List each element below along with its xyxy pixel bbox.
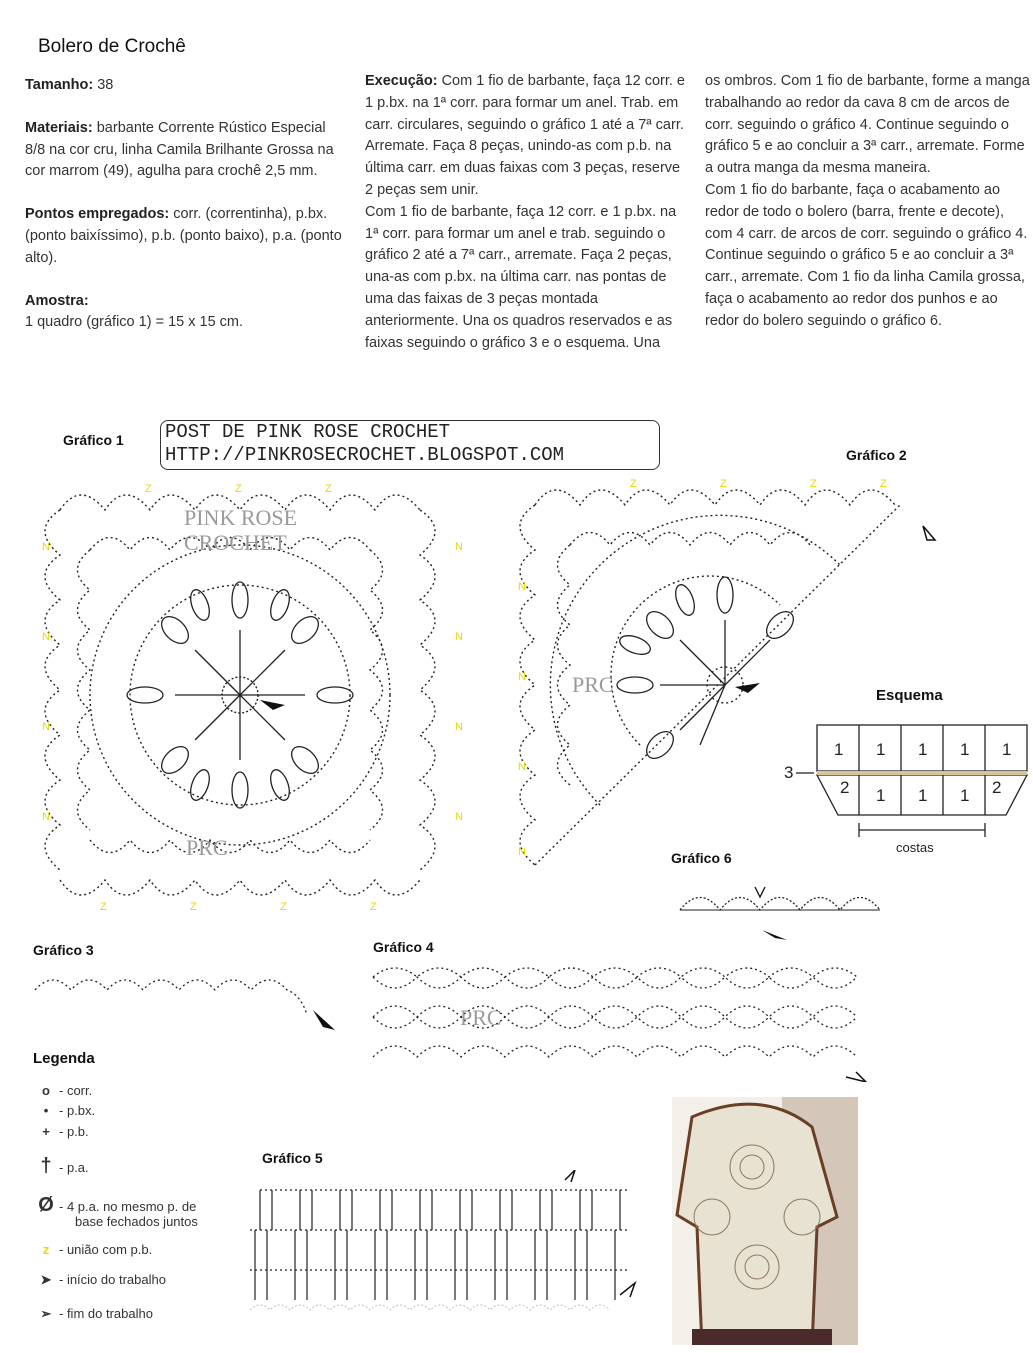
finishing-paragraph-1: os ombros. Com 1 fio de barbante, forme a manga trabalhando ao redor da cava 8 cm de arcos de corr. seguindo o gráfico 4. Continue seguindo o gráfico 5 e ao concluir a 3ª carr., arremate. Forme a outra manga da mesma maneira. xyxy=(705,73,1030,177)
svg-text:Z: Z xyxy=(235,483,242,495)
assembly-scheme xyxy=(780,715,1030,860)
chart4-start-arrow-icon xyxy=(846,1072,866,1082)
chart4-arc-mesh xyxy=(368,962,878,1082)
svg-text:Z: Z xyxy=(880,478,887,490)
svg-text:Z: Z xyxy=(190,901,197,913)
legend-item-double-crochet xyxy=(33,1155,89,1178)
legend-item-chain xyxy=(33,1083,92,1098)
scheme-cell: 1 xyxy=(876,786,886,805)
materials-column xyxy=(25,75,345,355)
chart3-chain xyxy=(35,980,307,1015)
scheme-back-label: costas xyxy=(896,840,934,855)
svg-text:Z: Z xyxy=(145,483,152,495)
scheme-cell: 2 xyxy=(992,778,1002,797)
svg-text:Z: Z xyxy=(280,901,287,913)
materials-paragraph xyxy=(25,118,345,183)
double-crochet-icon: † xyxy=(40,1155,52,1177)
single-crochet-icon: + xyxy=(42,1124,50,1139)
svg-text:Z: Z xyxy=(630,478,637,490)
materials-text: barbante Corrente Rústico Especial 8/8 na cor cru, linha Camila Brilhante Grossa na cor marrom (49), agulha para crochê 2,5 mm. xyxy=(25,119,334,180)
legend-item-text: - p.a. xyxy=(59,1160,89,1175)
chart1-heading: Gráfico 1 xyxy=(63,432,124,448)
chart5-end-arrow-icon xyxy=(565,1170,575,1182)
svg-text:Z: Z xyxy=(810,478,817,490)
svg-text:N: N xyxy=(42,631,50,643)
chart6-start-arrow-icon xyxy=(762,930,787,940)
watermark-pink-rose: PINK ROSE xyxy=(184,505,298,530)
chart2-heading: Gráfico 2 xyxy=(846,447,907,463)
legend-item-text: - p.bx. xyxy=(59,1103,96,1118)
chart4-heading: Gráfico 4 xyxy=(373,939,434,955)
stitches-text: corr. (correntinha), p.bx. (ponto baixíssimo), p.b. (ponto baixo), p.a. (ponto alto). xyxy=(25,206,342,266)
chart4-rows xyxy=(373,968,857,1057)
legend-item-single-crochet xyxy=(33,1124,89,1139)
watermark-prc-chart1: PRC xyxy=(186,835,228,860)
slip-stitch-icon: • xyxy=(43,1103,49,1118)
chart3-start-arrow-icon xyxy=(313,1010,335,1030)
gauge-text: 1 quadro (gráfico 1) = 15 x 15 cm. xyxy=(25,314,244,331)
svg-text:N: N xyxy=(42,811,50,823)
scheme-join-label: 3 xyxy=(784,763,794,782)
legend-item-end xyxy=(33,1306,153,1322)
chart2-cluster-ovals xyxy=(617,577,798,763)
materials-label: Materiais: xyxy=(25,119,93,136)
chart3-joining-row xyxy=(30,965,340,1040)
svg-text:N: N xyxy=(455,631,463,643)
finishing-column xyxy=(705,71,1030,333)
legend-item-slip-stitch xyxy=(33,1103,95,1118)
execution-paragraph-2: Com 1 fio de barbante, faça 12 corr. e 1 p.bx. na 1ª corr. para formar um anel e trab. seguindo o gráfico 2 até a 7ª carr., arremate. Faça 2 peças, una-as com p.bx. na última carr. nas pontas de uma das faixas de 3 peças montada anteriormente. Una os quadros reservados e as faixas seguindo o gráfico 3 e o esquema. Una xyxy=(365,203,677,351)
scheme-cell: 1 xyxy=(918,786,928,805)
scheme-cell: 1 xyxy=(960,786,970,805)
svg-text:Z: Z xyxy=(720,478,727,490)
chart5-edging-rows xyxy=(240,1170,640,1330)
scheme-cell: 1 xyxy=(918,740,928,759)
post-credit-line: POST DE PINK ROSE CROCHET xyxy=(165,421,451,443)
legend-item-text: base fechados juntos xyxy=(75,1214,198,1229)
bolero-photo xyxy=(672,1097,858,1345)
post-credit-url[interactable]: HTTP://PINKROSECROCHET.BLOGSPOT.COM xyxy=(165,444,565,466)
scheme-join-band xyxy=(817,771,1027,775)
chain-stitch-icon: o xyxy=(42,1083,50,1098)
watermark-prc-chart2: PRC xyxy=(572,672,614,697)
svg-text:Z: Z xyxy=(325,483,332,495)
legend-title: Legenda xyxy=(33,1050,95,1067)
legend-item-text: - fim do trabalho xyxy=(59,1306,153,1321)
start-arrow-icon xyxy=(260,700,285,710)
scheme-cell: 1 xyxy=(1002,740,1012,759)
end-arrow-icon: ➢ xyxy=(40,1306,52,1321)
chart1-center-stitches xyxy=(175,630,305,760)
svg-text:N: N xyxy=(518,761,526,773)
svg-text:N: N xyxy=(455,541,463,553)
execution-text: Com 1 fio de barbante, faça 12 corr. e 1 p.bx. na 1ª corr. para formar um anel. Trab. em carr. circulares, seguindo o gráfico 1 até a 7ª carr. Arremate. Faça 8 peças, unindo-as com p.b. na última carr. em duas faixas com 3 peças, reserve 2 peças sem unir. xyxy=(365,73,685,198)
chart5-stitch-rows xyxy=(250,1190,630,1300)
chart5-heading: Gráfico 5 xyxy=(262,1150,323,1166)
svg-text:N: N xyxy=(518,846,526,858)
svg-text:Z: Z xyxy=(370,901,377,913)
watermark-prc-chart4: PRC xyxy=(460,1005,502,1030)
size-value: 38 xyxy=(93,77,114,93)
chart2-start-arrow-icon xyxy=(735,683,760,693)
finishing-paragraph-2: Com 1 fio do barbante, faça o acabamento ao redor de todo o bolero (barra, frente e decote), com 4 carr. de arcos de corr. seguindo o gráfico 4. Continue seguindo o gráfico 5 e ao concluir a 3ª carr., arremate. Com 1 fio da linha Camila grossa, faça o acabamento ao redor dos punhos e ao redor do bolero seguindo o gráfico 6. xyxy=(705,181,1028,329)
page-title: Bolero de Crochê xyxy=(38,36,186,57)
chart5-start-arrow-icon xyxy=(620,1283,635,1297)
execution-column xyxy=(365,71,685,354)
size-paragraph xyxy=(25,75,345,97)
start-arrow-icon: ➤ xyxy=(40,1272,52,1287)
scheme-cell: 1 xyxy=(960,740,970,759)
legend-item-cluster-cont xyxy=(75,1214,198,1229)
size-label: Tamanho: xyxy=(25,77,94,93)
execution-paragraph-1 xyxy=(365,71,685,202)
legend-item-text: - início do trabalho xyxy=(59,1272,166,1287)
svg-text:Z: Z xyxy=(100,901,107,913)
chart6-end-arrow-icon xyxy=(755,887,765,897)
svg-text:N: N xyxy=(518,671,526,683)
watermark-crochet: CROCHET xyxy=(184,530,287,555)
legend-item-union xyxy=(33,1242,152,1257)
stitches-paragraph xyxy=(25,204,345,269)
legend-item-text: - p.b. xyxy=(59,1124,89,1139)
chart6-edging xyxy=(670,875,920,955)
scheme-cell: 1 xyxy=(834,740,844,759)
svg-text:N: N xyxy=(455,721,463,733)
scheme-cell: 2 xyxy=(840,778,850,797)
svg-text:N: N xyxy=(518,581,526,593)
chart3-heading: Gráfico 3 xyxy=(33,942,94,958)
chart2-center-stitches xyxy=(660,620,770,745)
union-mark-icon: z xyxy=(42,1242,50,1257)
gauge-label: Amostra: xyxy=(25,292,89,309)
legend-item-start xyxy=(33,1272,166,1288)
svg-text:N: N xyxy=(455,811,463,823)
svg-text:N: N xyxy=(42,541,50,553)
scheme-cell: 1 xyxy=(876,740,886,759)
legend-item-text: - corr. xyxy=(59,1083,93,1098)
chart6-heading: Gráfico 6 xyxy=(671,850,732,866)
post-credit-box xyxy=(160,420,660,470)
svg-text:N: N xyxy=(42,721,50,733)
execution-label: Execução: xyxy=(365,73,438,89)
scheme-heading: Esquema xyxy=(876,687,943,704)
chart6-scallops xyxy=(680,898,880,911)
gauge-paragraph xyxy=(25,291,345,335)
cluster-stitch-icon: Ø xyxy=(38,1194,54,1216)
chart2-end-arrow-icon xyxy=(923,526,935,540)
legend-item-text: - 4 p.a. no mesmo p. de xyxy=(59,1199,197,1214)
legend-item-text: - união com p.b. xyxy=(59,1242,153,1257)
stitches-label: Pontos empregados: xyxy=(25,206,170,223)
chart5-faded-row xyxy=(250,1305,610,1310)
